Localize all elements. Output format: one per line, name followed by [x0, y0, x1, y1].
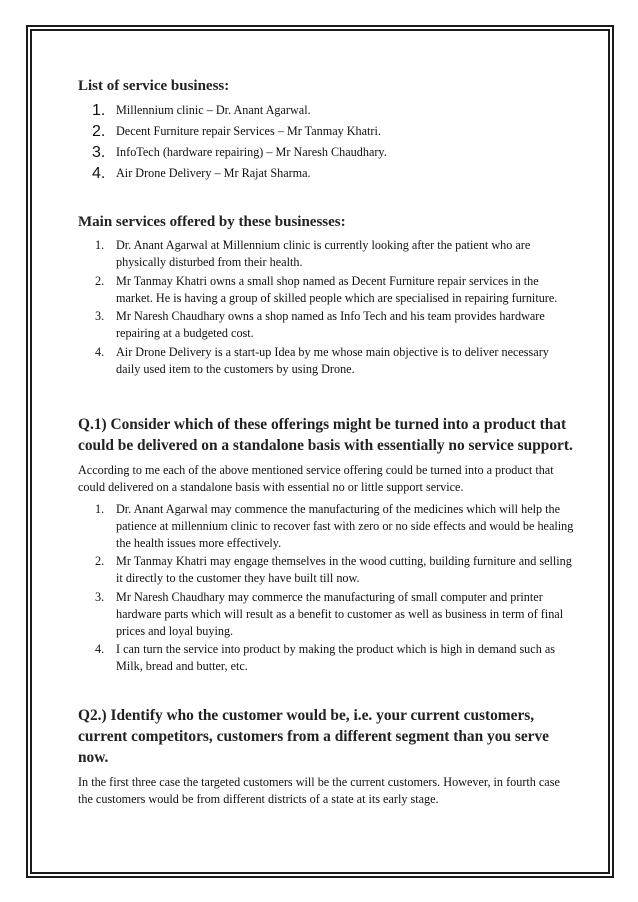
list-item	[78, 308, 574, 342]
question-1-heading: Q.1) Consider which of these offerings might be turned into a product that could be delivered on a standalone basis with essentially no service support.	[78, 415, 573, 454]
list-item	[78, 641, 574, 675]
list-text: Millennium clinic – Dr. Anant Agarwal.	[116, 103, 311, 117]
list-text: Mr Tanmay Khatri may engage themselves in the wood cutting, building furniture and selling it directly to the customer they have built till now.	[116, 554, 572, 585]
list-item	[78, 501, 574, 552]
list-text: Air Drone Delivery is a start-up Idea by me whose main objective is to deliver necessary daily used item to the customers by using Drone.	[116, 344, 549, 376]
list-number: 1.	[95, 501, 105, 516]
services-heading: Main services offered by these businesses:	[78, 214, 346, 230]
list-text: I can turn the service into product by making the product which is high in demand such as Milk, bread and butter, etc.	[116, 642, 555, 673]
list-text: Mr Naresh Chaudhary may commerce the manufacturing of small computer and printer hardware parts which will result as a benefit to customer as well as business in term of final prices and loyal buying.	[116, 589, 564, 638]
list-number: 4.	[95, 642, 105, 656]
list-text: Mr Tanmay Khatri owns a small shop named as Decent Furniture repair services in the market. He is having a group of skilled people which are specialised in repairing furniture.	[116, 273, 558, 305]
list-heading: List of service business:	[78, 78, 230, 94]
list-number: 3.	[95, 589, 105, 604]
list-item	[78, 163, 574, 184]
question-2-answer: In the first three case the targeted customers will be the current customers. However, in fourth case the customers would be from different districts of a state at its early stage.	[78, 775, 560, 806]
list-item	[78, 589, 574, 640]
list-number: 3.	[95, 309, 105, 323]
business-list	[78, 100, 574, 184]
list-text: Mr Naresh Chaudhary owns a shop named as Info Tech and his team provides hardware repairing at a budgeted cost.	[116, 309, 545, 340]
services-list	[78, 237, 574, 378]
list-number: 1.	[92, 102, 106, 119]
question-1-list	[78, 501, 574, 676]
list-text: Decent Furniture repair Services – Mr Tanmay Khatri.	[116, 124, 381, 138]
list-number: 2.	[95, 273, 105, 288]
list-text: Dr. Anant Agarwal at Millennium clinic is currently looking after the patient who are physically disturbed from their health.	[116, 238, 531, 269]
list-item	[78, 237, 574, 271]
list-number: 1.	[95, 238, 105, 252]
list-text: Air Drone Delivery – Mr Rajat Sharma.	[116, 166, 311, 180]
list-item	[78, 553, 574, 587]
list-item	[78, 273, 574, 307]
list-number: 2.	[92, 123, 106, 140]
list-item	[78, 100, 574, 121]
question-1-intro: According to me each of the above mentioned service offering could be turned into a product that could delivered on a standalone basis with essential no or little support service.	[78, 462, 554, 494]
question-2-heading: Q2.) Identify who the customer would be, i.e. your current customers, current competitors, customers from a different segment than you serve now.	[78, 707, 550, 766]
list-number: 4.	[95, 344, 105, 359]
list-number: 2.	[95, 554, 105, 568]
list-number: 4.	[92, 165, 106, 182]
document-body	[78, 76, 574, 808]
list-item	[78, 142, 574, 163]
list-item	[78, 344, 574, 378]
list-number: 3.	[92, 144, 106, 161]
list-text: InfoTech (hardware repairing) – Mr Naresh Chaudhary.	[116, 145, 387, 159]
list-text: Dr. Anant Agarwal may commence the manufacturing of the medicines which will help the patience at millennium clinic to recover fast with zero or no side effects and would be healing the health issues more effectively.	[116, 501, 574, 550]
list-item	[78, 121, 574, 142]
